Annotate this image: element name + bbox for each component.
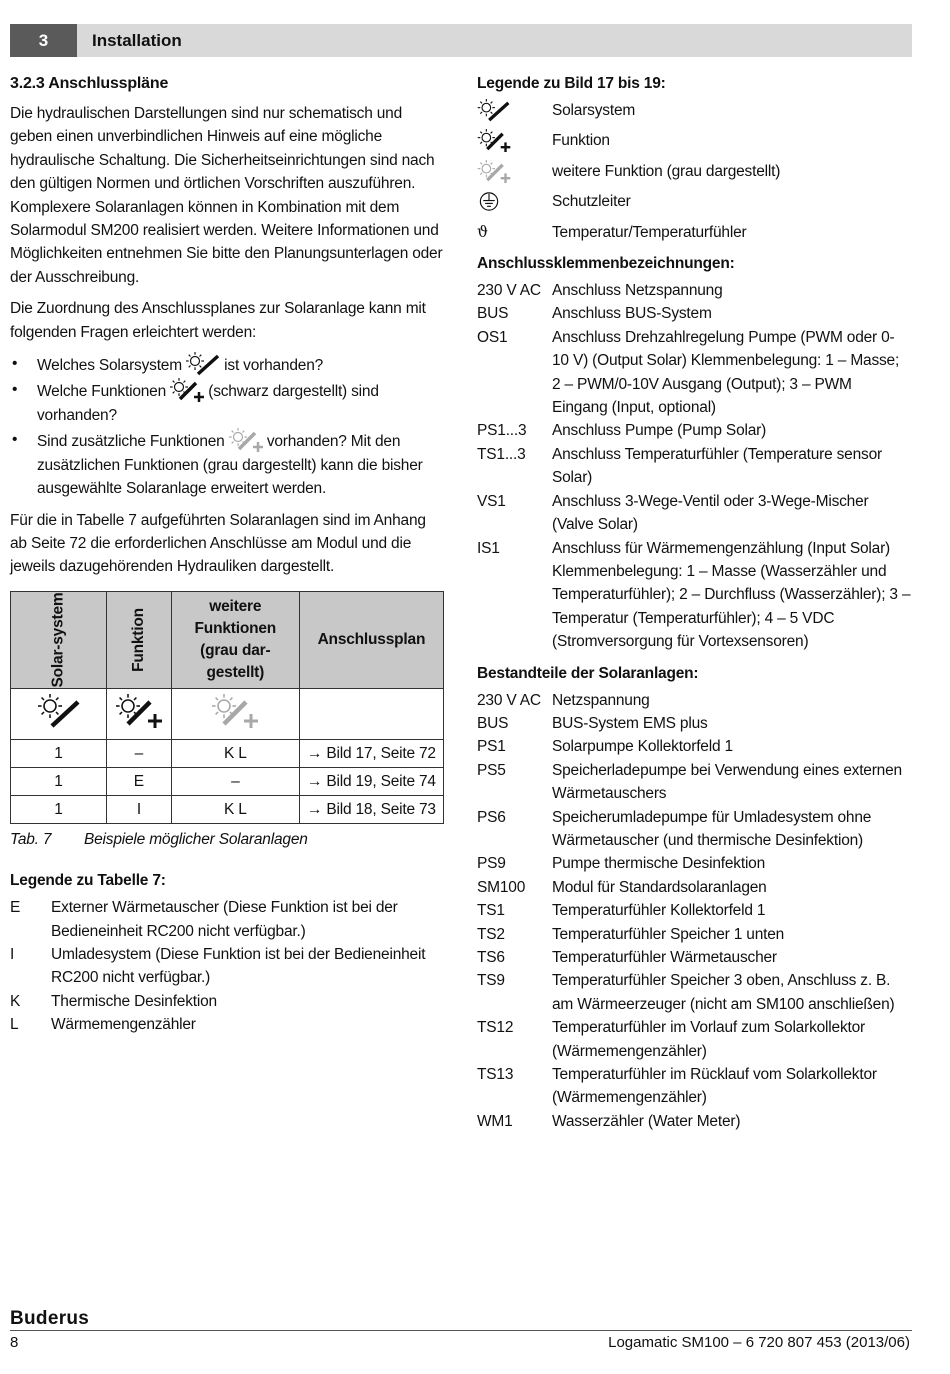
function-icon [477, 129, 511, 152]
table-legend: E Externer Wärmetauscher (Diese Funktion ist bei der Bedieneinheit RC200 nicht verfügbar.) I Umladesystem (Diese Funktion ist bei der Bedieneinheit RC200 nicht verfügbar.) K Thermische Desinfektion L Wärmemengenzähler [10, 899, 426, 1034]
components-title: Bestandteile der Solaranlagen: [477, 664, 699, 682]
additional-function-icon [210, 692, 260, 728]
intro-paragraph: Die hydraulischen Darstellungen sind nur schematisch und geben einen unverbindlichen Hinweis auf eine mögliche hydraulische Schaltung. Die Sicherheitseinrichtungen sind nach den gültigen Normen und örtlichen Vorschriften auszuführen. Komplexere Solaranlagen können in Kombination mit dem Solarmodul SM200 realisiert werden. Weitere Informationen und Möglichkeiten entnehmen Sie bitte den Planungsunterlagen oder der Ausschreibung. [10, 105, 443, 286]
question-list [10, 352, 444, 500]
chapter-number: 3 [10, 24, 77, 57]
table-row: 1 – K L → Bild 17, Seite 72 [11, 739, 444, 767]
page-number: 8 [10, 1334, 19, 1351]
right-column [477, 72, 911, 1133]
table-row: 1 E – → Bild 19, Seite 74 [11, 767, 444, 795]
table-header: Solar-system [11, 591, 107, 688]
chapter-title: Installation [92, 31, 182, 50]
table-row: 1 I K L → Bild 18, Seite 73 [11, 795, 444, 823]
components-list: 230 V AC Netzspannung BUS BUS-System EMS plus PS1 Solarpumpe Kollektorfeld 1 PS5 Speicherladepumpe bei Verwendung eines externen Wärmetauschers PS6 Speicherumladepumpe für Umladesystem ohne Wärmetauscher (und thermische Desinfektion) PS9 Pumpe thermische Desinfektion SM100 Modul für Standardsolaranlagen TS1 Temperaturfühler Kollektorfeld 1 TS2 Temperaturfühler Speicher 1 unten TS6 Temperaturfühler Wärmetauscher TS9 Temperaturfühler Speicher 3 oben, Anschluss z. B. am Wärmeerzeuger (nicht am SM100 anschließen) TS12 Temperaturfühler im Vorlauf zum Solarkollektor (Wärmemengenzähler) TS13 Temperaturfühler im Rücklauf vom Solarkollektor (Wärmemengenzähler) WM1 Wasserzähler (Water Meter) [477, 691, 902, 1130]
list-item: • Welche Funktionen (schwarz dargestellt) sind vorhanden? [10, 378, 444, 427]
table-caption: Tab. 7 Beispiele möglicher Solaranlagen [10, 830, 308, 848]
brand-logo: Buderus [10, 1308, 90, 1329]
table-header: Anschlussplan [299, 591, 443, 688]
function-icon [114, 692, 164, 728]
ground-icon [477, 190, 501, 213]
additional-function-icon [229, 428, 263, 452]
figure-legend: Solarsystem Funktion weitere Funktion (grau dargestellt) Schutzleiter ϑ Temperatur/Temperaturfühler [477, 99, 911, 244]
function-icon [170, 378, 204, 402]
question-intro: Die Zuordnung des Anschlussplanes zur Solaranlage kann mit folgenden Fragen erleichtert werden: [10, 300, 426, 341]
terminals-title: Anschlussklemmenbezeichnungen: [477, 255, 735, 273]
left-column [10, 72, 444, 1037]
legend-title: Legende zu Tabelle 7: [10, 872, 166, 890]
table-header: Funktion [106, 591, 171, 688]
figure-legend-title: Legende zu Bild 17 bis 19: [477, 75, 666, 92]
chapter-header [10, 24, 912, 57]
additional-function-icon [477, 160, 511, 183]
solar-system-icon [36, 692, 80, 728]
list-item: • Sind zusätzliche Funktionen vorhanden? Mit den zusätzlichen Funktionen (grau dargestellt) kann die bisher ausgewählte Solaranlage erweitert werden. [10, 428, 444, 500]
table-header: weitere Funktionen (grau dar-gestellt) [171, 591, 299, 688]
section-title: 3.2.3 Anschlusspläne [10, 75, 169, 92]
solar-systems-table [10, 591, 444, 824]
appendix-paragraph: Für die in Tabelle 7 aufgeführten Solaranlagen sind im Anhang ab Seite 72 die erforderlichen Anschlüsse am Modul und die jeweils dazugehörenden Hydrauliken dargestellt. [10, 511, 426, 576]
footer-divider [10, 1330, 912, 1331]
list-item: • Welches Solarsystem ist vorhanden? [10, 352, 444, 377]
temperature-sensor-icon: ϑ [477, 222, 488, 241]
document-reference: Logamatic SM100 – 6 720 807 453 (2013/06) [608, 1334, 910, 1351]
solar-system-icon [477, 99, 511, 122]
solar-system-icon [186, 352, 220, 376]
terminals-list: 230 V AC Anschluss Netzspannung BUS Anschluss BUS-System OS1 Anschluss Drehzahlregelung Pumpe (PWM oder 0-10 V) (Output Solar) Klemmenbelegung: 1 – Masse; 2 – PWM/0-10V Ausgang (Output); 3 – PWM Eingang (Input, optional) PS1...3 Anschluss Pumpe (Pump Solar) TS1...3 Anschluss Temperaturfühler (Temperature sensor Solar) VS1 Anschluss 3-Wege-Ventil oder 3-Wege-Mischer (Valve Solar) IS1 Anschluss für Wärmemengenzählung (Input Solar) Klemmenbelegung: 1 – Masse (Wasserzähler und Temperaturfühler); 2 – Durchfluss (Wasserzähler); 3 – Temperatur (Temperaturfühler); 4 – 5 VDC (Stromversorgung für Vortexsensoren) [477, 282, 911, 651]
